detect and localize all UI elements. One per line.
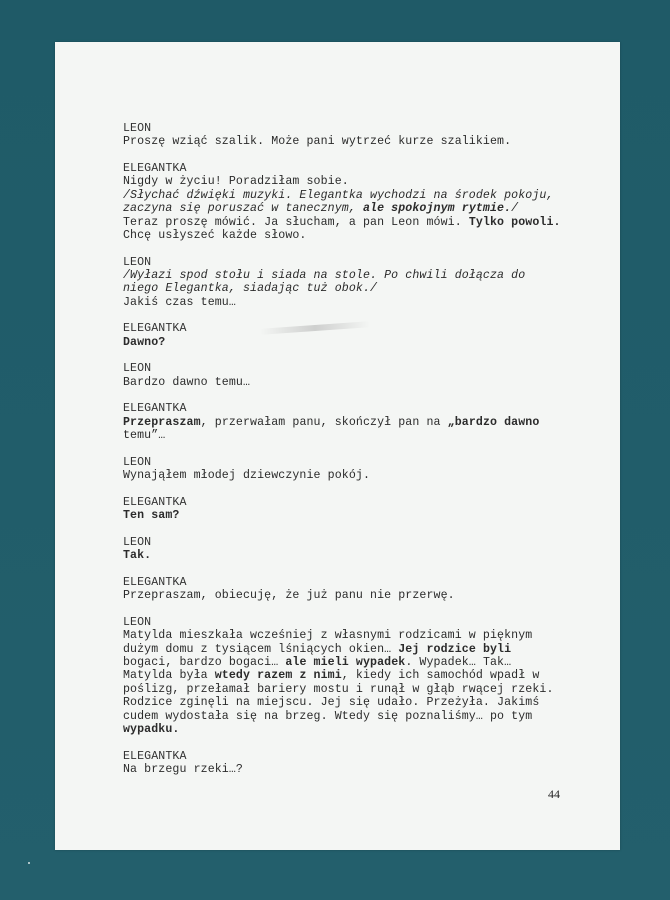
text-segment: / [511, 202, 519, 216]
dialogue-line [123, 589, 563, 602]
dialogue-line [123, 763, 563, 776]
dialogue-line [123, 296, 563, 309]
text-segment: Proszę wziąć szalik. Może pani wytrzeć kurze szalikiem. [123, 135, 512, 149]
speaker-name: ELEGANTKA [123, 322, 187, 336]
text-segment: „bardzo dawno [447, 415, 540, 429]
speaker-name: ELEGANTKA [123, 575, 187, 589]
speaker-name: ELEGANTKA [123, 402, 187, 416]
dialogue-block [123, 162, 563, 242]
speaker-name: LEON [123, 362, 152, 376]
dialogue-line [123, 669, 563, 682]
dialogue-block [123, 122, 563, 149]
text-segment: temu”… [123, 429, 166, 443]
dialogue-block [123, 322, 563, 349]
text-segment: Ten sam? [123, 509, 180, 523]
dialogue-line [123, 429, 563, 442]
dialogue-line [123, 282, 563, 295]
dialogue-block [123, 496, 563, 523]
dialogue-block [123, 616, 563, 737]
text-segment: Bardzo dawno temu… [123, 375, 251, 389]
text-segment: ale spokojnym rytmie. [362, 202, 512, 216]
dialogue-line [123, 202, 563, 215]
text-segment: Na brzegu rzeki…? [123, 763, 243, 777]
text-segment: wtedy razem z nimi [214, 669, 342, 683]
text-segment: Rodzice zginęli na miejscu. Jej się udało. Przeżyła. Jakimś [123, 696, 540, 710]
speaker-name: ELEGANTKA [123, 495, 187, 509]
dialogue-block [123, 536, 563, 563]
dialogue-line [123, 189, 563, 202]
dialogue-line [123, 336, 563, 349]
dialogue-line [123, 549, 563, 562]
speaker-name: LEON [123, 615, 152, 629]
dialogue-line [123, 175, 563, 188]
text-segment: Teraz proszę mówić. Ja słucham, a pan Leon mówi. [123, 215, 469, 229]
text-segment: /Słychać dźwięki muzyki. Elegantka wychodzi na środek pokoju, [123, 188, 554, 202]
dialogue-line [123, 656, 563, 669]
dialogue-line [123, 710, 563, 723]
dialogue-block [123, 402, 563, 442]
dialogue-line [123, 723, 563, 736]
speaker-name: ELEGANTKA [123, 162, 187, 175]
dialogue-line [123, 629, 563, 642]
text-segment: , kiedy ich samochód wpadł w [341, 669, 540, 683]
page-number: 44 [548, 787, 560, 801]
script-page [55, 42, 620, 850]
speaker-name: ELEGANTKA [123, 749, 187, 763]
text-segment: poślizg, przełamał bariery mostu i runął w głąb rwącej rzeki. [123, 682, 554, 696]
text-segment: Wynająłem młodej dziewczynie pokój. [123, 469, 371, 483]
text-segment: niego Elegantka, siadając tuż obok./ [123, 282, 378, 296]
dialogue-line [123, 469, 563, 482]
dialogue-block [123, 456, 563, 483]
dust-speck [28, 862, 30, 864]
text-segment: ale mieli wypadek [285, 656, 406, 670]
text-segment: dużym domu z tysiącem lśniących okien… [123, 642, 399, 656]
dialogue-line [123, 643, 563, 656]
text-segment: Przepraszam, obiecuję, że już panu nie przerwę. [123, 589, 455, 603]
dialogue-block [123, 576, 563, 603]
dialogue-line [123, 509, 563, 522]
dialogue-line [123, 696, 563, 709]
text-segment: Tak. [123, 549, 152, 563]
dialogue-line [123, 269, 563, 282]
text-segment: Matylda była [123, 669, 215, 683]
speaker-name: LEON [123, 255, 152, 269]
dialogue-block [123, 256, 563, 310]
text-segment: zaczyna się poruszać w tanecznym, [123, 202, 363, 216]
text-segment: Przepraszam [123, 415, 201, 429]
text-segment: wypadku. [123, 723, 180, 737]
text-segment: Chcę usłyszeć każde słowo. [123, 229, 307, 243]
text-segment: Tylko powoli. [468, 215, 561, 229]
text-segment: Matylda mieszkała wcześniej z własnymi rodzicami w pięknym [123, 629, 533, 643]
dialogue-block [123, 362, 563, 389]
dialogue-line [123, 683, 563, 696]
text-segment: /Wyłazi spod stołu i siada na stole. Po chwili dołącza do [123, 269, 526, 283]
text-segment: Jej rodzice byli [398, 642, 512, 656]
text-segment: Dawno? [123, 335, 166, 349]
text-segment: . Wypadek… Tak… [405, 656, 512, 670]
dialogue-line [123, 229, 563, 242]
text-segment: Jakiś czas temu… [123, 295, 236, 309]
dialogue-content [123, 122, 563, 790]
speaker-name: LEON [123, 122, 152, 135]
speaker-name: LEON [123, 455, 152, 469]
dialogue-block [123, 750, 563, 777]
dialogue-line [123, 216, 563, 229]
dialogue-line [123, 416, 563, 429]
dialogue-line [123, 376, 563, 389]
text-segment: Nigdy w życiu! Poradziłam sobie. [123, 175, 349, 189]
dialogue-line [123, 135, 563, 148]
text-segment: bogaci, bardzo bogaci… [123, 656, 286, 670]
speaker-name: LEON [123, 535, 152, 549]
text-segment: , przerwałam panu, skończył pan na [200, 415, 448, 429]
text-segment: cudem wydostała się na brzeg. Wtedy się poznaliśmy… po tym [123, 709, 533, 723]
